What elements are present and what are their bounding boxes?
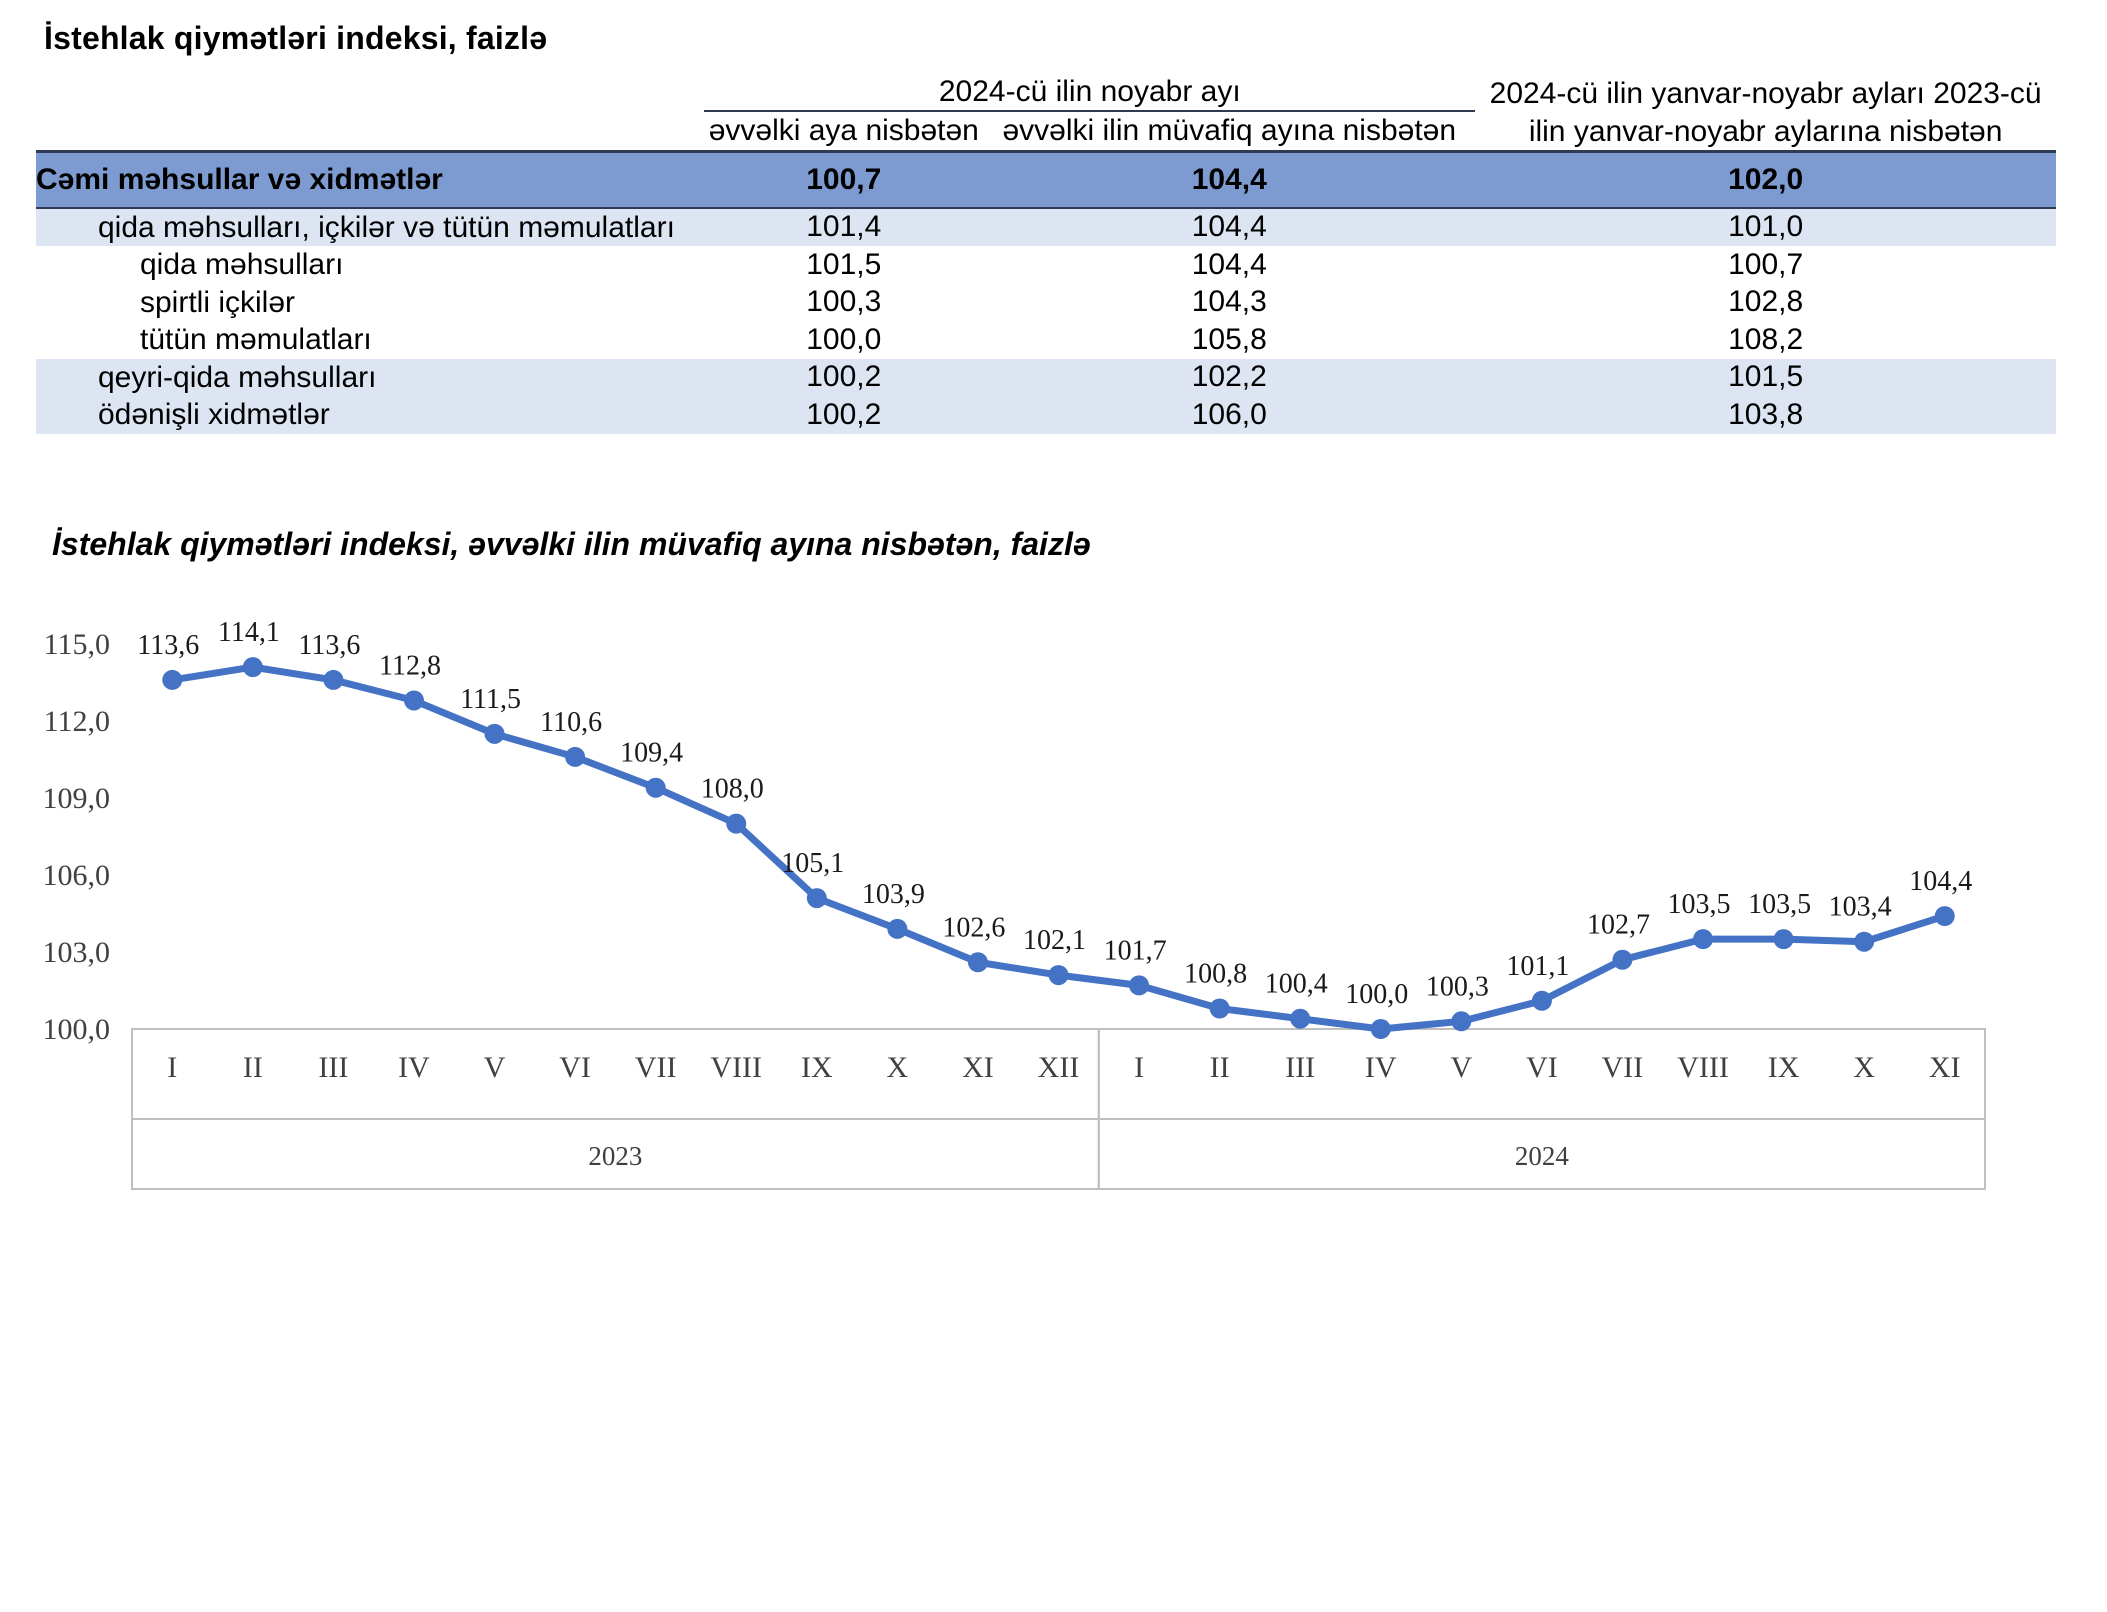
chart-title: İstehlak qiymətləri indeksi, əvvəlki ilin müvafiq ayına nisbətən, faizlə: [52, 525, 1091, 562]
header-sub-prev-month: əvvəlki aya nisbətən: [708, 114, 979, 148]
data-point-label: 103,9: [861, 878, 925, 910]
table-row: [36, 359, 2056, 397]
data-point-marker: [1129, 975, 1149, 995]
cpi-line-chart: [0, 599, 2107, 1239]
data-point-marker: [565, 746, 585, 766]
row-value-3: 102,8: [1475, 284, 2056, 322]
table-row: [36, 284, 2056, 322]
data-point-label: 100,0: [1345, 978, 1409, 1010]
data-point-label: 108,0: [700, 773, 764, 805]
x-axis-tick-label: V: [1450, 1050, 1473, 1084]
x-axis-tick-label: IX: [800, 1050, 833, 1084]
data-point-label: 103,5: [1667, 888, 1731, 920]
row-value-1: 100,7: [704, 152, 983, 208]
x-axis-tick-label: X: [886, 1050, 909, 1084]
row-value-2: 104,3: [983, 284, 1475, 322]
data-point-label: 114,1: [217, 616, 280, 648]
axis-group-box: [132, 1029, 1099, 1119]
x-axis-tick-label: XI: [962, 1050, 994, 1084]
axis-year-label: 2024: [1514, 1140, 1569, 1171]
data-point-label: 113,6: [137, 629, 200, 661]
x-axis-tick-label: VII: [1601, 1050, 1644, 1084]
x-axis-tick-label: VI: [559, 1050, 591, 1084]
row-label: qida məhsulları: [36, 246, 704, 284]
table-row: [36, 246, 2056, 284]
header-sub-prev-year-month: əvvəlki ilin müvafiq ayına nisbətən: [1002, 114, 1457, 148]
data-point-label: 102,7: [1586, 909, 1650, 941]
x-axis-tick-label: VIII: [710, 1050, 763, 1084]
x-axis-tick-label: VI: [1526, 1050, 1558, 1084]
header-blank-corner-2: [36, 111, 704, 152]
data-point-marker: [323, 669, 343, 689]
data-point-marker: [243, 657, 263, 677]
row-value-3: 102,0: [1475, 152, 2056, 208]
data-point-label: 101,7: [1103, 934, 1167, 966]
table-body: [36, 152, 2056, 434]
x-axis-tick-label: II: [242, 1050, 263, 1084]
row-value-3: 101,5: [1475, 359, 2056, 397]
data-point-label: 110,6: [540, 706, 603, 738]
row-value-2: 104,4: [983, 152, 1475, 208]
row-label: spirtli içkilər: [36, 284, 704, 322]
x-axis-tick-label: V: [483, 1050, 506, 1084]
data-point-label: 101,1: [1506, 950, 1570, 982]
row-value-1: 100,2: [704, 396, 983, 434]
data-point-marker: [887, 918, 907, 938]
data-point-label: 103,5: [1748, 888, 1812, 920]
y-axis-tick-label: 106,0: [42, 858, 110, 892]
row-value-2: 105,8: [983, 321, 1475, 359]
data-point-marker: [1290, 1008, 1310, 1028]
data-point-marker: [485, 723, 505, 743]
row-label: ödənişli xidmətlər: [36, 396, 704, 434]
row-value-1: 101,4: [704, 208, 983, 247]
data-point-label: 100,8: [1184, 957, 1248, 989]
header-group-november: 2024-cü ilin noyabr ayı: [704, 75, 1475, 111]
row-value-2: 102,2: [983, 359, 1475, 397]
y-axis-tick-label: 112,0: [43, 704, 110, 738]
data-point-label: 105,1: [781, 847, 845, 879]
data-point-label: 102,1: [1023, 924, 1086, 956]
y-axis-tick-label: 100,0: [42, 1012, 110, 1046]
row-value-3: 108,2: [1475, 321, 2056, 359]
data-point-marker: [404, 690, 424, 710]
x-axis-tick-label: II: [1209, 1050, 1230, 1084]
data-point-label: 100,4: [1264, 968, 1328, 1000]
header-group-janrnov: 2024-cü ilin yanvar-noyabr ayları 2023-cü ilin yanvar-noyabr aylarına nisbətən: [1489, 77, 2042, 148]
data-point-label: 109,4: [620, 737, 684, 769]
x-axis-tick-label: IV: [1364, 1050, 1397, 1084]
data-point-label: 111,5: [460, 683, 522, 715]
y-axis-tick-label: 109,0: [42, 781, 110, 815]
data-point-marker: [1210, 998, 1230, 1018]
x-axis-tick-label: XI: [1928, 1050, 1961, 1084]
row-value-1: 101,5: [704, 246, 983, 284]
data-point-label: 103,4: [1828, 891, 1892, 923]
data-point-marker: [726, 813, 746, 833]
table-row: [36, 208, 2056, 247]
x-axis-tick-label: IX: [1767, 1050, 1800, 1084]
cpi-table: [36, 75, 2056, 434]
row-value-3: 103,8: [1475, 396, 2056, 434]
row-value-2: 104,4: [983, 246, 1475, 284]
data-point-marker: [1049, 965, 1069, 985]
row-value-1: 100,0: [704, 321, 983, 359]
row-label: Cəmi məhsullar və xidmətlər: [36, 152, 704, 208]
y-axis-tick-label: 115,0: [43, 627, 110, 661]
row-value-3: 100,7: [1475, 246, 2056, 284]
header-blank-corner: [36, 75, 704, 111]
row-value-1: 100,3: [704, 284, 983, 322]
data-point-label: 113,6: [298, 629, 361, 661]
row-value-2: 104,4: [983, 208, 1475, 247]
table-row: [36, 396, 2056, 434]
table-header: [36, 75, 2056, 152]
data-point-marker: [1935, 906, 1955, 926]
report-page: [0, 20, 2107, 1612]
table-row: [36, 152, 2056, 208]
x-axis-tick-label: I: [1134, 1050, 1145, 1084]
y-axis-tick-label: 103,0: [42, 935, 110, 969]
data-point-marker: [646, 777, 666, 797]
x-axis-tick-label: VIII: [1677, 1050, 1729, 1084]
data-point-marker: [1451, 1011, 1471, 1031]
data-point-marker: [1693, 929, 1713, 949]
data-point-label: 100,3: [1425, 970, 1489, 1002]
x-axis-tick-label: III: [1285, 1050, 1316, 1084]
chart-canvas: [0, 599, 2107, 1239]
data-point-marker: [1854, 931, 1874, 951]
x-axis-tick-label: VII: [634, 1050, 677, 1084]
x-axis-tick-label: I: [167, 1050, 178, 1084]
axis-year-label: 2023: [588, 1140, 643, 1171]
x-axis-tick-label: XII: [1037, 1050, 1080, 1084]
table-title: İstehlak qiymətləri indeksi, faizlə: [44, 20, 548, 56]
data-point-marker: [968, 952, 988, 972]
row-value-2: 106,0: [983, 396, 1475, 434]
data-point-marker: [1612, 949, 1632, 969]
data-point-marker: [162, 669, 182, 689]
table-row: [36, 321, 2056, 359]
data-point-marker: [807, 888, 827, 908]
data-point-marker: [1371, 1019, 1391, 1039]
x-axis-tick-label: III: [318, 1050, 349, 1084]
data-point-marker: [1532, 990, 1552, 1010]
data-point-label: 104,4: [1909, 865, 1973, 897]
data-point-marker: [1774, 929, 1794, 949]
row-label: qeyri-qida məhsulları: [36, 359, 704, 397]
row-value-1: 100,2: [704, 359, 983, 397]
row-value-3: 101,0: [1475, 208, 2056, 247]
x-axis-tick-label: X: [1853, 1050, 1875, 1084]
x-axis-tick-label: IV: [398, 1050, 430, 1084]
data-point-label: 102,6: [942, 911, 1006, 943]
data-point-label: 112,8: [378, 649, 441, 681]
row-label: qida məhsulları, içkilər və tütün məmulatları: [36, 208, 704, 247]
row-label: tütün məmulatları: [36, 321, 704, 359]
